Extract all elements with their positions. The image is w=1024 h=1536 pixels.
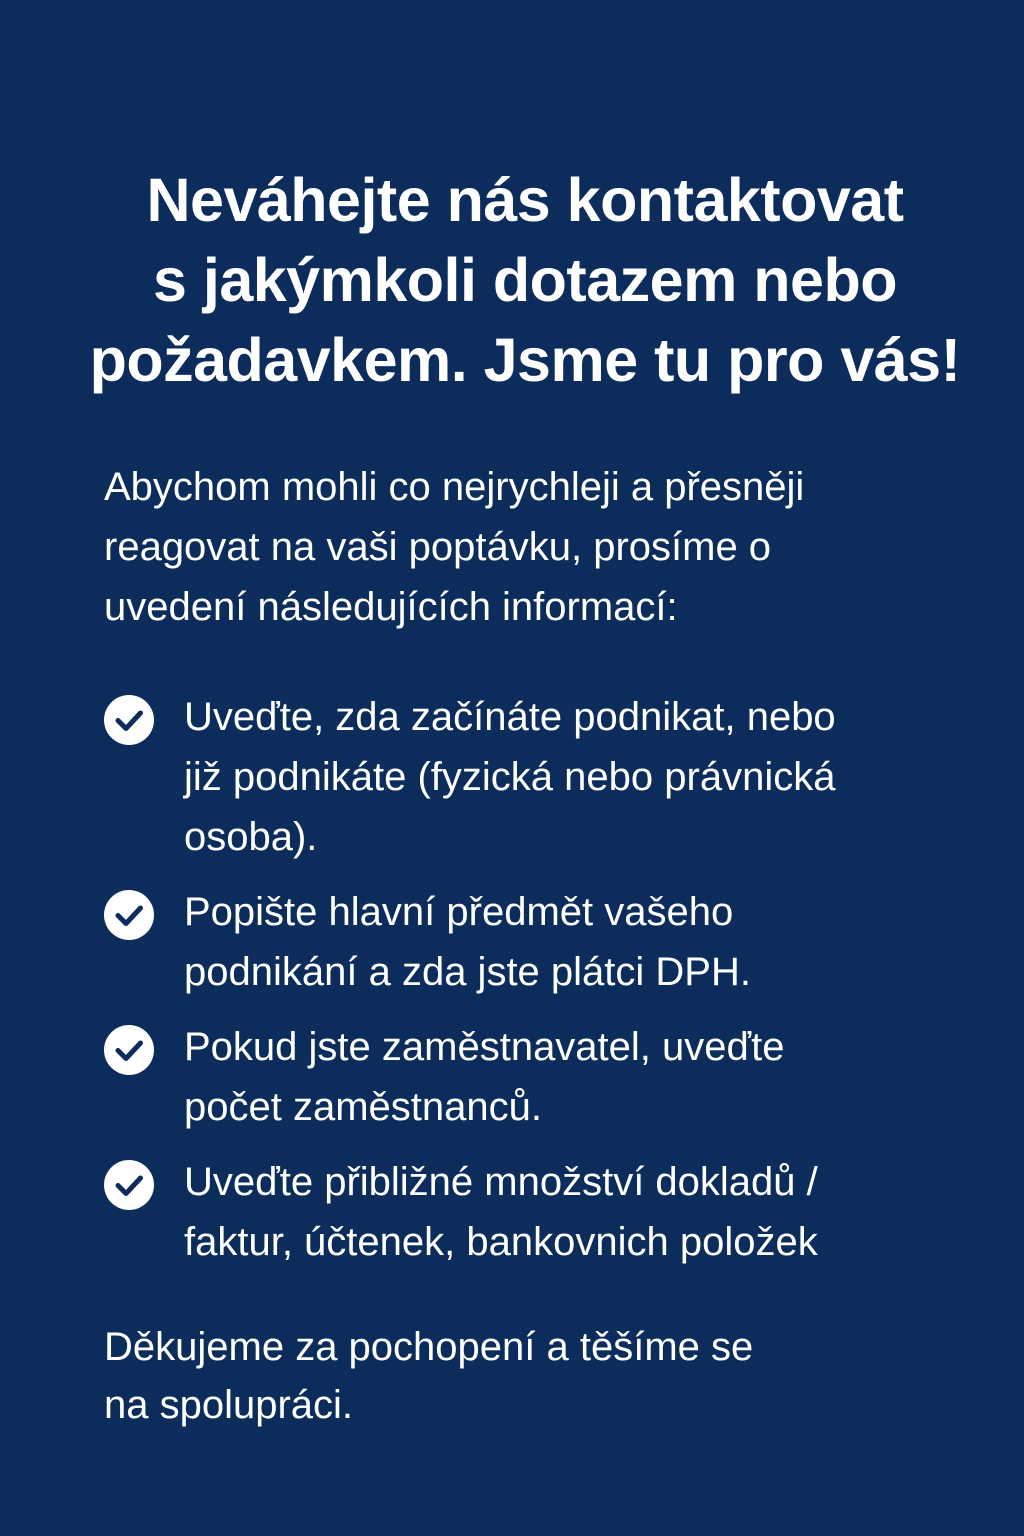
headline-line: s jakýmkoli dotazem nebo	[153, 246, 897, 314]
check-circle-icon	[104, 1025, 154, 1075]
intro-paragraph	[104, 457, 964, 637]
checklist-item-text	[184, 1152, 984, 1272]
checklist-line: faktur, účtenek, bankovnich položek	[184, 1220, 818, 1264]
checklist-line: osoba).	[184, 815, 318, 859]
checklist-line: počet zaměstnanců.	[184, 1085, 542, 1129]
checklist-line: Uveďte, zda začínáte podnikat, nebo	[184, 695, 836, 739]
closing-line: na spolupráci.	[104, 1383, 354, 1427]
checklist-line: již podnikáte (fyzická nebo právnická	[184, 755, 836, 799]
closing-line: Děkujeme za pochopení a těšíme se	[104, 1325, 754, 1369]
check-circle-icon	[104, 695, 154, 745]
checklist-line: podnikání a zda jste plátci DPH.	[184, 950, 751, 994]
check-circle-icon	[104, 1160, 154, 1210]
checklist-line: Popište hlavní předmět vašeho	[184, 890, 734, 934]
check-circle-icon	[104, 890, 154, 940]
headline-line: požadavkem. Jsme tu pro vás!	[89, 326, 961, 394]
checklist-line: Pokud jste zaměstnavatel, uveďte	[184, 1025, 785, 1069]
checklist-line: Uveďte přibližné množství dokladů /	[184, 1160, 818, 1204]
intro-line: reagovat na vaši poptávku, prosíme o	[104, 525, 772, 569]
headline-line: Neváhejte nás kontaktovat	[146, 166, 904, 234]
intro-line: uvedení následujících informací:	[104, 585, 678, 629]
checklist-item-text	[184, 882, 984, 1002]
closing-paragraph	[104, 1318, 964, 1434]
checklist-item-text	[184, 687, 984, 867]
intro-line: Abychom mohli co nejrychleji a přesněji	[104, 465, 805, 509]
headline	[60, 160, 990, 400]
checklist-item-text	[184, 1017, 984, 1137]
